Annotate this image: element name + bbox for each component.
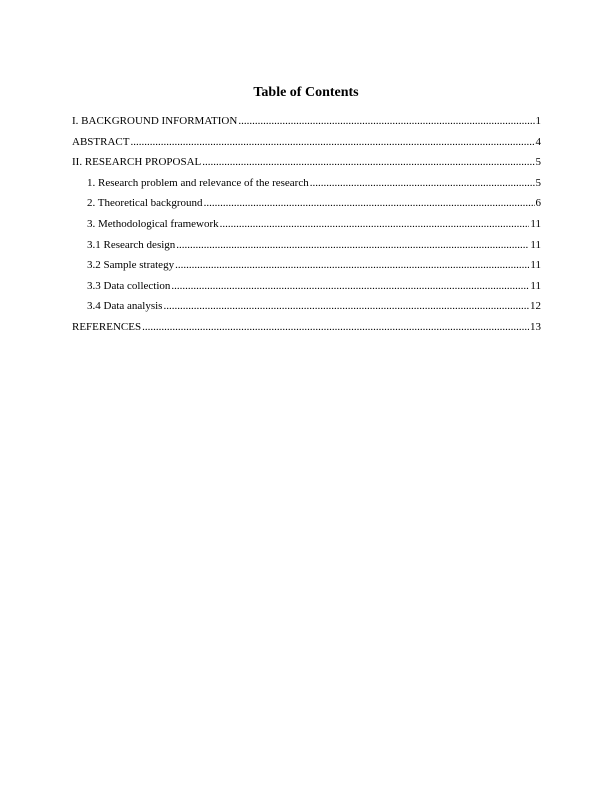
toc-entry-data-collection[interactable] xyxy=(72,279,541,300)
toc-dot-leader xyxy=(176,238,529,252)
toc-entry-research-proposal[interactable] xyxy=(72,155,541,176)
toc-dot-leader xyxy=(310,176,535,190)
toc-dot-leader xyxy=(163,299,529,313)
toc-page-number: 5 xyxy=(535,176,541,189)
toc-page-number: 11 xyxy=(530,259,541,272)
toc-entry-references[interactable] xyxy=(72,320,541,341)
toc-entry-text: II. RESEARCH PROPOSAL xyxy=(72,156,202,169)
toc-page-number: 5 xyxy=(535,156,541,169)
toc-page-number: 4 xyxy=(535,135,541,148)
toc-dot-leader xyxy=(175,258,529,272)
toc-entry-research-design[interactable] xyxy=(72,238,541,259)
toc-entry-sample-strategy[interactable] xyxy=(72,258,541,279)
toc-dot-leader xyxy=(238,114,534,128)
toc-page-number: 12 xyxy=(530,300,541,313)
toc-entry-background-information[interactable] xyxy=(72,114,541,135)
toc-dot-leader xyxy=(142,320,529,334)
toc-entry-text: 3.1 Research design xyxy=(87,238,176,251)
toc-entry-theoretical-background[interactable] xyxy=(72,196,541,217)
toc-entry-text: ABSTRACT xyxy=(72,135,130,148)
toc-entry-text: REFERENCES xyxy=(72,320,142,333)
toc-entry-data-analysis[interactable] xyxy=(72,299,541,320)
toc-dot-leader xyxy=(204,196,535,210)
toc-entry-text: 3.3 Data collection xyxy=(87,279,171,292)
toc-dot-leader xyxy=(220,217,530,231)
toc-entry-text: I. BACKGROUND INFORMATION xyxy=(72,115,238,127)
toc-list xyxy=(72,114,541,341)
toc-entry-text: 3. Methodological framework xyxy=(87,217,219,230)
toc-entry-abstract[interactable] xyxy=(72,135,541,156)
toc-page-number: 6 xyxy=(535,197,541,210)
toc-title: Table of Contents xyxy=(253,85,359,100)
toc-page-number: 11 xyxy=(530,217,541,230)
toc-entry-methodological-framework[interactable] xyxy=(72,217,541,238)
toc-page-number: 1 xyxy=(535,115,541,127)
toc-entry-text: 2. Theoretical background xyxy=(87,197,203,210)
toc-page-number: 13 xyxy=(530,320,541,333)
toc-dot-leader xyxy=(202,155,534,169)
toc-entry-text: 3.4 Data analysis xyxy=(87,300,163,313)
toc-entry-research-problem[interactable] xyxy=(72,176,541,197)
toc-page-number: 11 xyxy=(530,238,541,251)
toc-entry-text: 1. Research problem and relevance of the research xyxy=(87,176,309,189)
toc-page-number: 11 xyxy=(530,279,541,292)
toc-entry-text: 3.2 Sample strategy xyxy=(87,259,175,272)
toc-dot-leader xyxy=(130,135,534,149)
toc-dot-leader xyxy=(171,279,529,293)
